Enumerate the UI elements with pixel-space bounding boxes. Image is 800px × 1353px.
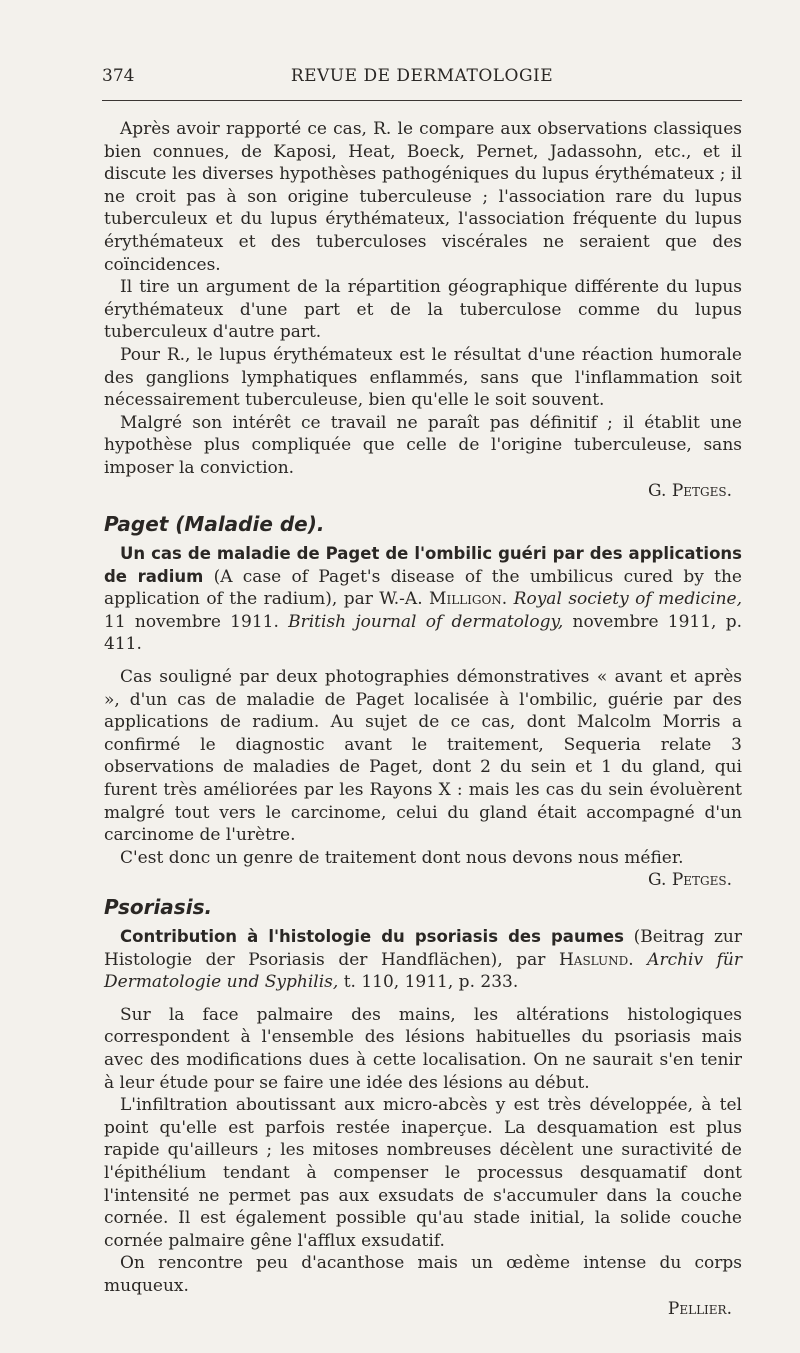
paget-article-subtitle: (A case of Paget's disease of the umbilicus cured by the application of the radium), par <box>104 566 742 610</box>
section-heading-psoriasis: Psoriasis. <box>104 895 213 919</box>
running-title: REVUE DE DERMATOLOGIE <box>290 66 554 86</box>
intro-paragraph-1: Après avoir rapporté ce cas, R. le compare aux observations classiques bien connues, de Kaposi, Heat, Boeck, Pernet, Jadassohn, etc., et il discute les diverses hypothèses pathogéniques du lupus érythémateux ; il ne croit pas à son origine tuberculeuse ; l'association rare du lupus tuberculeux et du lupus érythémateux, l'association fréquente du lupus érythémateux et des tuberculoses viscérales ne seraient que des coïncidences. <box>104 119 742 275</box>
intro-paragraph-3: Pour R., le lupus érythémateux est le résultat d'une réaction humorale des ganglions lymphatiques enflammés, sans que l'inflammation soit nécessairement tuberculeuse, bien qu'elle le soit souvent. <box>104 344 742 411</box>
psoriasis-paragraph-2: L'infiltration aboutissant aux micro-abcès y est très développée, à tel point qu'elle est parfois restée inaperçue. La desquamation est plus rapide qu'ailleurs ; les mitoses nombreuses décèlent une suractivité de l'épithélium tendant à compenser le processus desquamatif dont l'intensité ne permet pas aux exsudats de s'accumuler dans la couche cornée. Il est également possible qu'au stade initial, la solide couche cornée palmaire gêne l'afflux exsudatif. <box>104 1095 742 1251</box>
paget-paragraph-1: Cas souligné par deux photographies démonstratives « avant et après », d'un cas de maladie de Paget localisée à l'ombilic, guérie par des applications de radium. Au sujet de ce cas, dont Malcolm Morris a confirmé le diagnostic avant le traitement, Sequeria relate 3 observations de maladies de Paget, dont 2 du sein et 1 du gland, qui furent très améliorées par les Rayons X : mais les cas du sein évoluèrent malgré tout vers le carcinome, celui du gland était accompagné d'un carcinome de l'urètre. <box>104 667 742 846</box>
intro-signature <box>104 480 742 503</box>
paget-source-1: Royal society of medicine, <box>513 589 743 610</box>
psoriasis-paragraph-1: Sur la face palmaire des mains, les altérations histologiques correspondent à l'ensemble des lésions habituelles du psoriasis mais avec des modifications dues à cette localisation. On ne saurait s'en tenir à leur étude pour se faire une idée des lésions au début. <box>104 1004 742 1093</box>
intro-paragraph-2: Il tire un argument de la répartition géographique différente du lupus érythémateux d'une part et de la tuberculose comme du lupus tuberculeux d'autre part. <box>104 277 742 343</box>
page-number: 374 <box>102 66 135 86</box>
psoriasis-paragraph-3: On rencontre peu d'acanthose mais un œdème intense du corps muqueux. <box>104 1253 742 1296</box>
paget-article-title: Un cas de maladie de Paget de l'ombilic guéri par des applications de radium <box>104 544 742 586</box>
psoriasis-source: Archiv für Dermatologie und Syphilis, <box>104 949 742 993</box>
header-rule <box>102 100 742 101</box>
paget-source-2: British journal of dermatology, <box>288 611 564 632</box>
page-body <box>104 118 742 1320</box>
psoriasis-article-subtitle: (Beitrag zur Histologie der Psoriasis der Handflächen), par <box>104 927 742 970</box>
paget-date-2: novembre 1911, p. 411. <box>104 611 742 655</box>
paget-article-citation <box>104 543 742 656</box>
psoriasis-signature <box>104 1298 742 1321</box>
paget-paragraph-2: C'est donc un genre de traitement dont nous devons nous méfier. <box>120 847 684 868</box>
psoriasis-signature-text: Pellier. <box>667 1298 732 1319</box>
psoriasis-reference: t. 110, 1911, p. 233. <box>338 972 519 993</box>
intro-paragraph-4: Malgré son intérêt ce travail ne paraît pas définitif ; il établit une hypothèse plus compliquée que celle de l'origine tuberculeuse, sans imposer la conviction. <box>104 412 742 478</box>
section-heading-paget: Paget (Maladie de). <box>104 512 325 537</box>
paget-date-1: 11 novembre 1911. <box>104 611 289 632</box>
paget-signature <box>104 869 742 892</box>
intro-signature-text: G. Petges. <box>648 480 732 501</box>
psoriasis-author: Haslund. <box>558 949 634 970</box>
psoriasis-article-title: Contribution à l'histologie du psoriasis des paumes <box>120 927 624 946</box>
psoriasis-article-citation <box>104 926 742 994</box>
page-header <box>102 66 742 90</box>
paget-signature-text: G. Petges. <box>648 870 732 891</box>
paget-author: W.-A. Milligon. <box>379 589 508 610</box>
